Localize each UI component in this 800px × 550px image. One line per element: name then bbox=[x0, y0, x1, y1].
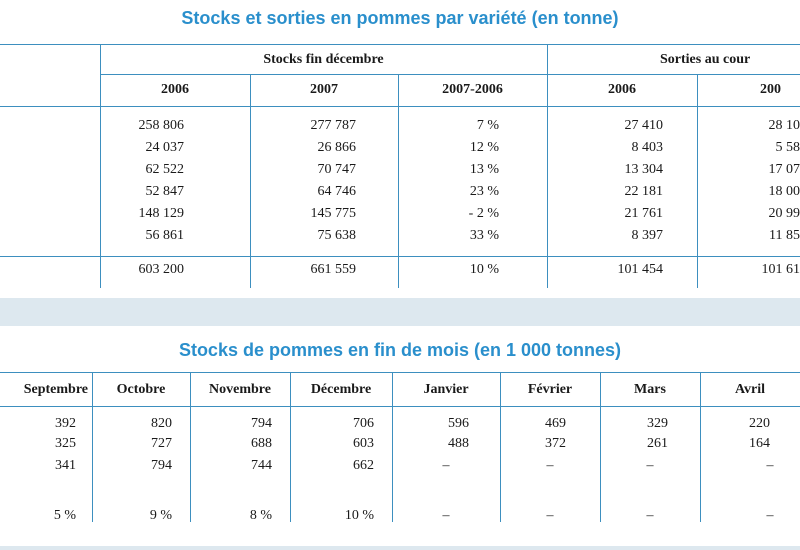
table2-cell: 820 bbox=[151, 416, 172, 431]
table2-col-divider bbox=[600, 372, 601, 522]
table1-cell: 64 746 bbox=[317, 184, 356, 199]
table1-cell: 277 787 bbox=[310, 118, 356, 133]
table2-cell: 794 bbox=[151, 458, 172, 473]
table2-cell: 164 bbox=[749, 436, 770, 451]
table2-top-rule bbox=[0, 372, 800, 373]
group-header-sorties: Sorties au cour bbox=[660, 52, 751, 67]
table1-cell: 8 403 bbox=[631, 140, 663, 155]
col-header-mars: Mars bbox=[634, 382, 666, 397]
table2-col-divider bbox=[92, 372, 93, 522]
table1-col-divider bbox=[398, 74, 399, 288]
table1-cell: 23 % bbox=[469, 184, 499, 199]
table2-col-divider bbox=[392, 372, 393, 522]
table1-total-cell: 603 200 bbox=[138, 262, 184, 277]
table2-cell: 392 bbox=[55, 416, 76, 431]
table1-cell: 7 % bbox=[476, 118, 499, 133]
col-header-sorties-2006: 2006 bbox=[608, 82, 636, 97]
table1-cell: 13 % bbox=[469, 162, 499, 177]
table1-header-rule bbox=[0, 106, 800, 107]
table2-cell: 372 bbox=[545, 436, 566, 451]
table2-cell: 469 bbox=[545, 416, 566, 431]
table1-cell: 52 847 bbox=[145, 184, 184, 199]
table1-col-divider bbox=[100, 44, 101, 288]
table2-cell: 794 bbox=[251, 416, 272, 431]
table1-total-cell: 661 559 bbox=[310, 262, 356, 277]
table1-cell: 145 775 bbox=[310, 206, 356, 221]
table1-cell: 56 861 bbox=[145, 228, 184, 243]
table1-col-divider bbox=[250, 74, 251, 288]
table1-total-cell: 101 454 bbox=[617, 262, 663, 277]
col-header-2007: 2007 bbox=[310, 82, 338, 97]
table1-cell: 28 10 bbox=[768, 118, 800, 133]
table1-cell: 75 638 bbox=[317, 228, 356, 243]
col-header-fevrier: Février bbox=[527, 382, 573, 397]
table1-cell: 17 07 bbox=[768, 162, 800, 177]
table1-cell: 5 58 bbox=[775, 140, 800, 155]
col-header-octobre: Octobre bbox=[116, 382, 166, 397]
table2-col-divider bbox=[500, 372, 501, 522]
table1-total-cell: 10 % bbox=[469, 262, 499, 277]
table1-cell: 62 522 bbox=[145, 162, 184, 177]
table1-cell: 27 410 bbox=[624, 118, 663, 133]
table2-cell: – bbox=[646, 458, 654, 473]
table1-top-rule bbox=[0, 44, 800, 45]
table1-total-cell: 101 61 bbox=[761, 262, 800, 277]
table2-cell: 662 bbox=[353, 458, 374, 473]
table1-cell: 11 85 bbox=[769, 228, 800, 243]
col-header-sorties-2007: 200 bbox=[760, 82, 781, 97]
table1-cell: 22 181 bbox=[624, 184, 663, 199]
table2-pct-cell: – bbox=[442, 508, 450, 523]
table2-pct-cell: 5 % bbox=[53, 508, 76, 523]
table1-cell: 24 037 bbox=[145, 140, 184, 155]
table2-cell: 706 bbox=[353, 416, 374, 431]
table2-cell: 688 bbox=[251, 436, 272, 451]
table2-pct-cell: 9 % bbox=[149, 508, 172, 523]
table2-col-divider bbox=[290, 372, 291, 522]
table2-cell: 341 bbox=[55, 458, 76, 473]
table1-cell: 33 % bbox=[469, 228, 499, 243]
table2-pct-cell: 8 % bbox=[249, 508, 272, 523]
table2-pct-cell: – bbox=[766, 508, 774, 523]
table2-cell: 329 bbox=[647, 416, 668, 431]
table1-cell: 21 761 bbox=[624, 206, 663, 221]
table1-cell: 13 304 bbox=[624, 162, 663, 177]
col-header-2006: 2006 bbox=[161, 82, 189, 97]
col-header-septembre: Septembre bbox=[23, 382, 88, 397]
table1-cell: 12 % bbox=[469, 140, 499, 155]
col-header-avril: Avril bbox=[734, 382, 766, 397]
col-header-2007-2006: 2007-2006 bbox=[442, 82, 503, 97]
table2-cell: 220 bbox=[749, 416, 770, 431]
table1-group-rule bbox=[100, 74, 800, 75]
table1-cell: 8 397 bbox=[631, 228, 663, 243]
table2-cell: 603 bbox=[353, 436, 374, 451]
table2-cell: 325 bbox=[55, 436, 76, 451]
table2-col-divider bbox=[700, 372, 701, 522]
table2-cell: 744 bbox=[251, 458, 272, 473]
table2-cell: 261 bbox=[647, 436, 668, 451]
table1-col-divider bbox=[697, 74, 698, 288]
table2-cell: – bbox=[442, 458, 450, 473]
table1-cell: 18 00 bbox=[768, 184, 800, 199]
table2-col-divider bbox=[190, 372, 191, 522]
table2-title: Stocks de pommes en fin de mois (en 1 000 tonnes) bbox=[178, 340, 622, 360]
table1-cell: 148 129 bbox=[138, 206, 184, 221]
table1-cell: 20 99 bbox=[768, 206, 800, 221]
col-header-novembre: Novembre bbox=[209, 382, 271, 397]
col-header-janvier: Janvier bbox=[423, 382, 469, 397]
table1-cell: 26 866 bbox=[317, 140, 356, 155]
stocks-fin-de-mois-table-panel bbox=[0, 326, 800, 546]
table2-header-rule bbox=[0, 406, 800, 407]
table2-cell: – bbox=[766, 458, 774, 473]
table2-pct-cell: – bbox=[546, 508, 554, 523]
table2-cell: 727 bbox=[151, 436, 172, 451]
table2-cell: 488 bbox=[448, 436, 469, 451]
table1-cell: - 2 % bbox=[468, 206, 499, 221]
table2-pct-cell: – bbox=[646, 508, 654, 523]
table2-pct-cell: 10 % bbox=[344, 508, 374, 523]
table2-cell: 596 bbox=[448, 416, 469, 431]
table1-cell: 258 806 bbox=[138, 118, 184, 133]
table1-title: Stocks et sorties en pommes par variété (en tonne) bbox=[181, 8, 619, 28]
group-header-stocks: Stocks fin décembre bbox=[263, 52, 384, 67]
table1-total-rule bbox=[0, 256, 800, 257]
table1-cell: 70 747 bbox=[317, 162, 356, 177]
table2-cell: – bbox=[546, 458, 554, 473]
col-header-decembre: Décembre bbox=[310, 382, 372, 397]
table1-col-divider bbox=[547, 44, 548, 288]
